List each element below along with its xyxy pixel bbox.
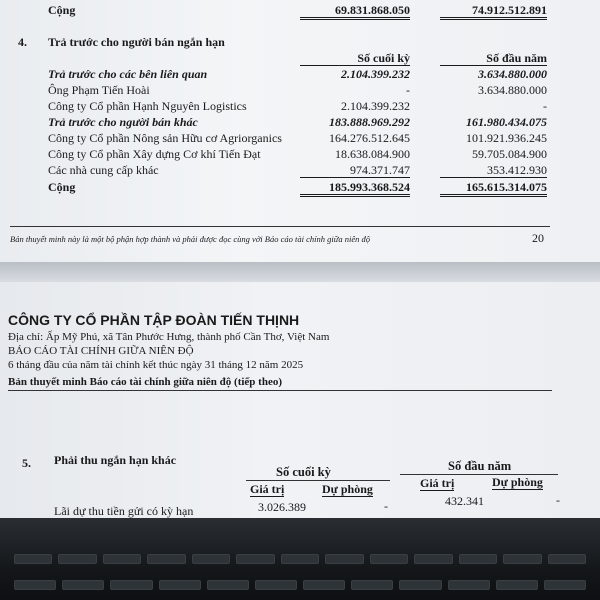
header-rule bbox=[8, 390, 552, 391]
col-header-end: Số cuối kỳ bbox=[300, 51, 410, 66]
section-5-title: Phải thu ngắn hạn khác bbox=[54, 453, 177, 467]
row-related-parties-start: 3.634.880.000 bbox=[478, 67, 547, 81]
page-20-sheet bbox=[0, 0, 600, 262]
footer-note: Bản thuyết minh này là một bộ phận hợp thành và phải được đọc cùng với Báo cáo tài chính giữa niên độ bbox=[10, 234, 370, 244]
group-end-rule bbox=[246, 480, 390, 481]
row-pham-tien-hoai-label: Ông Phạm Tiến Hoài bbox=[48, 83, 150, 97]
top-total-label: Cộng bbox=[48, 3, 76, 17]
top-total-start: 74.912.512.891 bbox=[440, 3, 547, 20]
sub-header-end-provision: Dự phòng bbox=[322, 482, 373, 496]
report-period: 6 tháng đầu của năm tài chính kết thúc ngày 31 tháng 12 năm 2025 bbox=[8, 359, 304, 371]
section-4-total-start: 165.615.314.075 bbox=[440, 180, 547, 197]
row-hanh-nguyen-label: Công ty Cổ phần Hạnh Nguyên Logistics bbox=[48, 99, 247, 113]
row-related-parties-end: 2.104.399.232 bbox=[341, 67, 410, 81]
row-deposit-interest-start-provision: - bbox=[556, 493, 560, 507]
row-other-suppliers-label: Các nhà cung cấp khác bbox=[48, 163, 159, 177]
row-deposit-interest-end-provision: - bbox=[384, 499, 388, 513]
row-hanh-nguyen-start: - bbox=[543, 99, 547, 113]
section-4-total-end: 185.993.368.524 bbox=[300, 180, 410, 197]
row-pham-tien-hoai-end: - bbox=[406, 83, 410, 97]
row-tien-dat-end: 18.638.084.900 bbox=[335, 147, 410, 161]
company-name: CÔNG TY CỔ PHẦN TẬP ĐOÀN TIẾN THỊNH bbox=[8, 312, 300, 328]
laptop-keyboard bbox=[0, 518, 600, 600]
section-4-total-label: Cộng bbox=[48, 180, 76, 194]
section-4-number: 4. bbox=[18, 35, 27, 49]
row-related-parties-label: Trả trước cho các bên liên quan bbox=[48, 67, 208, 81]
group-header-start: Số đầu năm bbox=[448, 459, 512, 473]
page-gap bbox=[0, 262, 600, 282]
page-number: 20 bbox=[532, 231, 544, 245]
col-header-start: Số đầu năm bbox=[440, 51, 547, 66]
notes-subtitle: Bản thuyết minh Báo cáo tài chính giữa niên độ (tiếp theo) bbox=[8, 376, 282, 388]
row-hanh-nguyen-end: 2.104.399.232 bbox=[341, 99, 410, 113]
row-agriorganics-end: 164.276.512.645 bbox=[329, 131, 410, 145]
sub-header-start-value: Giá trị bbox=[420, 476, 455, 490]
top-total-end: 69.831.868.050 bbox=[300, 3, 410, 20]
row-deposit-interest-start-value: 432.341 bbox=[445, 494, 484, 508]
row-deposit-interest-end-value: 3.026.389 bbox=[258, 500, 306, 514]
row-agriorganics-start: 101.921.936.245 bbox=[466, 131, 547, 145]
next-page-sheet bbox=[0, 282, 600, 518]
company-address: Địa chỉ: Ấp Mỹ Phú, xã Tân Phước Hưng, thành phố Cần Thơ, Việt Nam bbox=[8, 331, 330, 343]
row-pham-tien-hoai-start: 3.634.880.000 bbox=[478, 83, 547, 97]
report-title: BÁO CÁO TÀI CHÍNH GIỮA NIÊN ĐỘ bbox=[8, 345, 194, 357]
section-5-number: 5. bbox=[22, 456, 31, 470]
footer-rule bbox=[10, 226, 550, 227]
row-tien-dat-label: Công ty Cổ phần Xây dựng Cơ khí Tiến Đạt bbox=[48, 147, 261, 161]
row-other-sellers-label: Trả trước cho người bán khác bbox=[48, 115, 198, 129]
sub-header-start-provision: Dự phòng bbox=[492, 475, 543, 489]
section-4-title: Trả trước cho người bán ngắn hạn bbox=[48, 35, 225, 49]
group-header-end: Số cuối kỳ bbox=[276, 465, 331, 479]
row-other-suppliers-end: 974.371.747 bbox=[300, 163, 410, 178]
row-deposit-interest-label: Lãi dự thu tiền gửi có kỳ hạn bbox=[54, 504, 194, 518]
row-agriorganics-label: Công ty Cổ phần Nông sản Hữu cơ Agriorganics bbox=[48, 131, 282, 145]
row-tien-dat-start: 59.705.084.900 bbox=[472, 147, 547, 161]
sub-header-end-value: Giá trị bbox=[250, 482, 285, 496]
row-other-suppliers-start: 353.412.930 bbox=[440, 163, 547, 178]
row-other-sellers-end: 183.888.969.292 bbox=[329, 115, 410, 129]
row-other-sellers-start: 161.980.434.075 bbox=[466, 115, 547, 129]
